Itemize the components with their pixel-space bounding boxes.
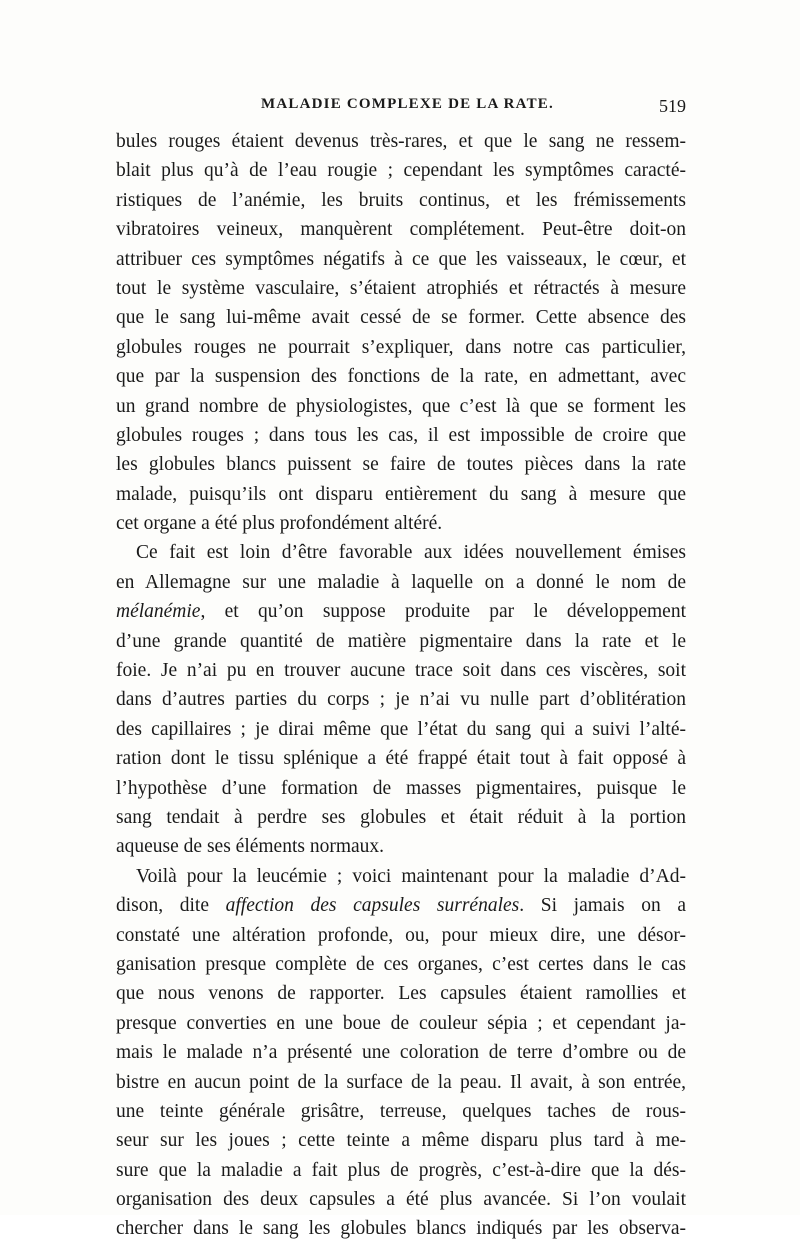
text-line: tout le système vasculaire, s’étaient atrophiés et rétractés à mesure (116, 277, 686, 299)
text-line: seur sur les joues ; cette teinte a même disparu plus tard à me- (116, 1130, 686, 1152)
text-line: aqueuse de ses éléments normaux. (116, 836, 385, 858)
text-line: organisation des deux capsules a été plus avancée. Si l’on voulait (116, 1189, 686, 1211)
text-line: sang tendait à perdre ses globules et était réduit à la portion (116, 806, 686, 828)
text-line: globules rouges ; dans tous les cas, il est impossible de croire que (116, 424, 686, 446)
text-line: un grand nombre de physiologistes, que c’est là que se forment les (116, 395, 686, 417)
text-line: bistre en aucun point de la surface de la peau. Il avait, à son entrée, (116, 1071, 686, 1093)
text-run: dison, dite (116, 895, 226, 917)
text-line: chercher dans le sang les globules blancs indiqués par les observa- (116, 1218, 686, 1240)
text-line: que le sang lui-même avait cessé de se former. Cette absence des (116, 307, 686, 329)
text-run: , et qu’on suppose produite par le développement (200, 601, 686, 623)
text-line: presque converties en une boue de couleur sépia ; et cependant ja- (116, 1012, 686, 1034)
body-text (116, 127, 686, 1244)
text-line: mais le malade n’a présenté une coloration de terre d’ombre ou de (116, 1042, 686, 1064)
text-line: d’une grande quantité de matière pigmentaire dans la rate et le (116, 630, 686, 652)
text-line: une teinte générale grisâtre, terreuse, quelques taches de rous- (116, 1100, 686, 1122)
running-head (116, 96, 686, 118)
italic-term: mélanémie (116, 601, 201, 623)
italic-term: affection des capsules surrénales (225, 895, 520, 917)
text-line: l’hypothèse d’une formation de masses pigmentaires, puisque le (116, 777, 686, 799)
text-line: attribuer ces symptômes négatifs à ce que les vaisseaux, le cœur, et (116, 248, 686, 270)
text-line: que par la suspension des fonctions de la rate, en admettant, avec (116, 366, 686, 388)
text-line: sure que la maladie a fait plus de progrès, c’est-à-dire que la dés- (116, 1159, 686, 1181)
page-number: 519 (659, 96, 686, 116)
paragraph-first-line: Voilà pour la leucémie ; voici maintenant pour la maladie d’Ad- (136, 865, 686, 887)
text-line: que nous venons de rapporter. Les capsules étaient ramollies et (116, 983, 686, 1005)
text-line: ration dont le tissu splénique a été frappé était tout à fait opposé à (116, 748, 686, 770)
text-run: . Si jamais on a (519, 895, 686, 917)
text-line: constaté une altération profonde, ou, pour mieux dire, une désor- (116, 924, 686, 946)
paragraph-first-line: Ce fait est loin d’être favorable aux idées nouvellement émises (136, 542, 686, 564)
text-line: malade, puisqu’ils ont disparu entièrement du sang à mesure que (116, 483, 686, 505)
text-line: en Allemagne sur une maladie à laquelle on a donné le nom de (116, 571, 686, 593)
text-line-italic-term (116, 891, 686, 920)
text-line: globules rouges ne pourrait s’expliquer, dans notre cas particulier, (116, 336, 686, 358)
text-line: ristiques de l’anémie, les bruits continus, et les frémissements (116, 189, 686, 211)
text-line: ganisation presque complète de ces organes, c’est certes dans le cas (116, 953, 686, 975)
text-line: foie. Je n’ai pu en trouver aucune trace soit dans ces viscères, soit (116, 660, 686, 682)
text-line-italic-term (116, 597, 686, 626)
text-line: vibratoires veineux, manquèrent complétement. Peut-être doit-on (116, 219, 686, 241)
text-line: cet organe a été plus profondément altéré. (116, 513, 443, 535)
text-line: blait plus qu’à de l’eau rougie ; cependant les symptômes caracté- (116, 160, 686, 182)
text-line: dans d’autres parties du corps ; je n’ai vu nulle part d’oblitération (116, 689, 686, 711)
text-line: les globules blancs puissent se faire de toutes pièces dans la rate (116, 454, 686, 476)
running-title: MALADIE COMPLEXE DE LA RATE. (261, 96, 554, 112)
text-line: bules rouges étaient devenus très-rares, et que le sang ne ressem- (116, 131, 686, 152)
text-line: des capillaires ; je dirai même que l’état du sang qui a suivi l’alté- (116, 718, 686, 740)
